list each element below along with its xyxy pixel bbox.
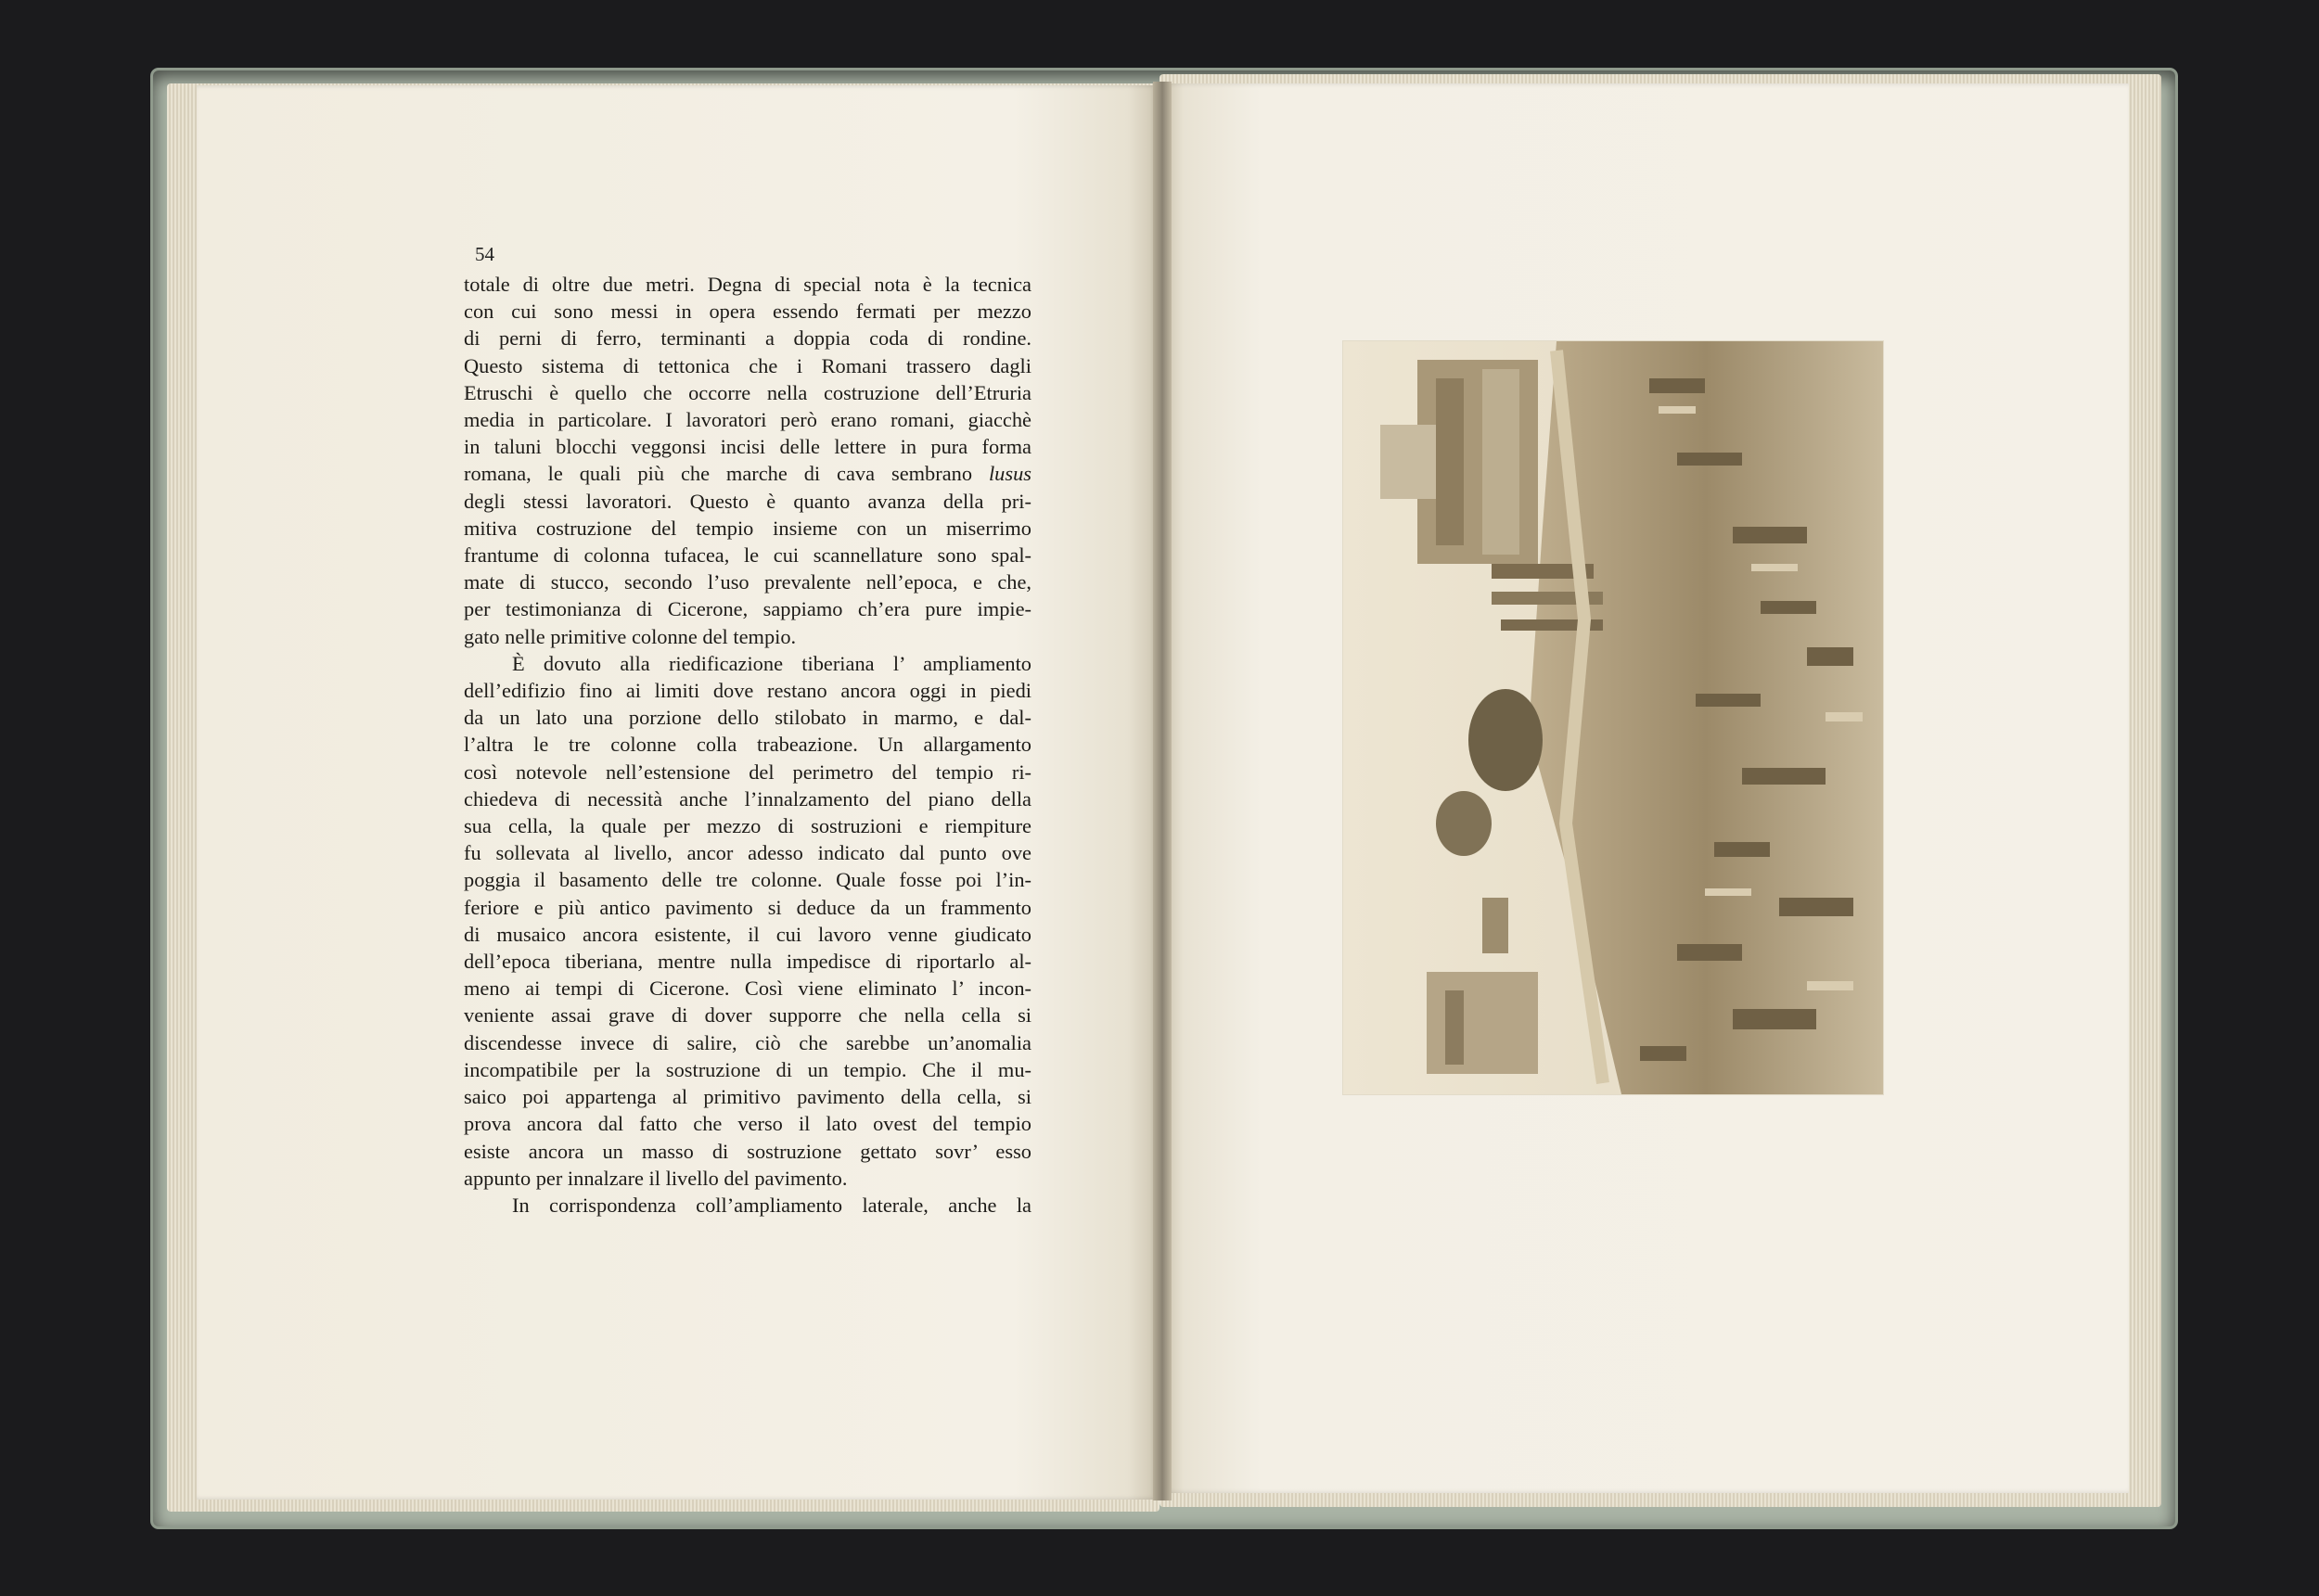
text-line: l’altra le tre colonne colla trabeazione. Un allargamento — [464, 733, 1031, 757]
text-line: È dovuto alla riedificazione tiberiana l’ ampliamento — [512, 651, 1031, 675]
text-line: gato nelle primitive colonne del tempio. — [464, 624, 797, 648]
italic-word: lusus — [988, 462, 1031, 486]
text-line: chiedeva di necessità anche l’innalzamento del piano della — [464, 786, 1031, 811]
text-line: appunto per innalzare il livello del pavimento. — [464, 1166, 848, 1190]
text-line: romana, le quali più che marche di cava sembrano lusus — [464, 462, 1031, 486]
text-line: totale di oltre due metri. Degna di special nota è la tecnica — [464, 273, 1031, 296]
text-line: saico poi appartenga al primitivo pavimento della cella, si — [464, 1085, 1031, 1109]
text-line: con cui sono messi in opera essendo fermati per mezzo — [464, 300, 1031, 324]
text-line: veniente assai grave di dover supporre che nella cella si — [464, 1003, 1031, 1028]
book-gutter — [1153, 82, 1172, 1500]
text-line: dell’epoca tiberiana, mentre nulla impedisce di riportarlo al- — [464, 950, 1031, 974]
text-line: degli stessi lavoratori. Questo è quanto avanza della pri- — [464, 489, 1031, 513]
text-line: sua cella, la quale per mezzo di sostruzioni e riempiture — [464, 814, 1031, 838]
text-line: per testimonianza di Cicerone, sappiamo ch’era pure impie- — [464, 597, 1031, 621]
text-line: fu sollevata al livello, ancor adesso indicato dal punto ove — [464, 841, 1031, 865]
text-line: feriore e più antico pavimento si deduce da un frammento — [464, 895, 1031, 919]
text-line: media in particolare. I lavoratori però erano romani, giacchè — [464, 408, 1031, 432]
text-line: incompatibile per la sostruzione di un tempio. Che il mu- — [464, 1057, 1031, 1081]
body-text — [464, 271, 1031, 1219]
text-line: frantume di colonna tufacea, le cui scannellature sono spal- — [464, 543, 1031, 568]
photograph-image — [1343, 341, 1883, 1094]
text-line: meno ai tempi di Cicerone. Così viene eliminato l’ incon- — [464, 977, 1031, 1001]
forum-photograph — [1343, 341, 1883, 1094]
text-line: così notevole nell’estensione del perimetro del tempio ri- — [464, 760, 1031, 784]
text-line: dell’edifizio fino ai limiti dove restano ancora oggi in piedi — [464, 679, 1031, 703]
text-line: Etruschi è quello che occorre nella costruzione dell’Etruria — [464, 380, 1031, 404]
text-line: in taluni blocchi veggonsi incisi delle lettere in pura forma — [464, 435, 1031, 459]
text-line: mitiva costruzione del tempio insieme con un miserrimo — [464, 516, 1031, 540]
text-line: esiste ancora un masso di sostruzione gettato sovr’ esso — [464, 1139, 1031, 1163]
page-number: 54 — [475, 243, 494, 265]
text-line: da un lato una porzione dello stilobato in marmo, e dal- — [464, 706, 1031, 730]
text-line: In corrispondenza coll’ampliamento laterale, anche la — [512, 1193, 1031, 1217]
text-line: discendesse invece di salire, ciò che sarebbe un’anomalia — [464, 1030, 1031, 1054]
text-line: mate di stucco, secondo l’uso prevalente nell’epoca, e che, — [464, 570, 1031, 594]
text-line: prova ancora dal fatto che verso il lato ovest del tempio — [464, 1112, 1031, 1136]
text-line: poggia il basamento delle tre colonne. Quale fosse poi l’in- — [464, 868, 1031, 892]
text-line: di musaico ancora esistente, il cui lavoro venne giudicato — [464, 922, 1031, 946]
text-line: Questo sistema di tettonica che i Romani trassero dagli — [464, 353, 1031, 377]
text-line: di perni di ferro, terminanti a doppia coda di rondine. — [464, 326, 1031, 351]
